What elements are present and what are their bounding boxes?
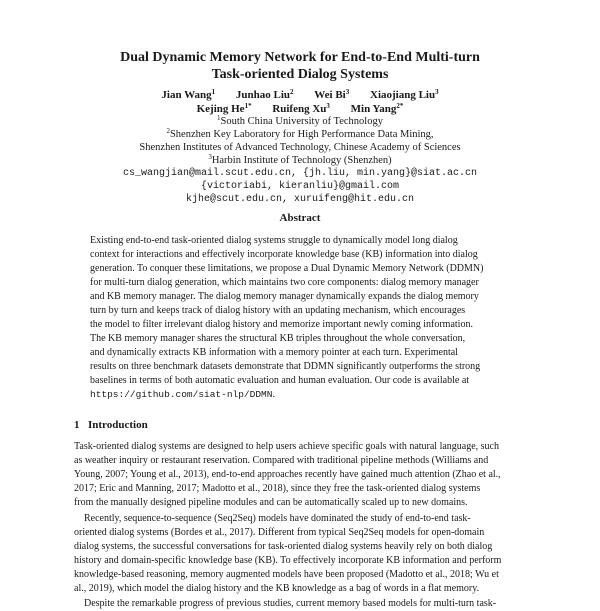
abstract-line: turn by turn and keeps track of dialog history with an updating mechanism, which encourages [90, 305, 466, 316]
email-line-2: {victoriabi, kieranliu}@gmail.com [200, 181, 400, 192]
email-line-3: kjhe@scut.edu.cn, xuruifeng@hit.edu.cn [185, 194, 415, 205]
body-line: oriented dialog systems (Bordes et al., 2017). Different from typical Seq2Seq models for open-domain [74, 527, 485, 538]
body-line: Young, 2007; Young et al., 2013), end-to-end approaches recently have gained much attention (Zhao et al., [74, 469, 501, 480]
affiliation-2-line-1: $^2$Shenzhen Key Laboratory for High Performance Data Mining, [166, 127, 434, 140]
body-line: knowledge-based reasoning, memory augmented models have been proposed (Madotto et al., 2018; Wu et [74, 569, 499, 580]
affiliation-3: $^3$Harbin Institute of Technology (Shenzhen) [208, 153, 392, 166]
abstract-line: results on three benchmark datasets demonstrate that DDMN significantly outperforms the strong [90, 361, 481, 372]
body-line: history and domain-specific knowledge base (KB). To effectively incorporate KB information and perform [74, 555, 502, 566]
body-line: dialog systems, the successful conversations for task-oriented dialog systems heavily rely on both dialog [74, 541, 493, 552]
author: Kejing $He^{1*}$ [196, 102, 252, 115]
paper-title-line-1: Dual Dynamic Memory Network for End-to-End Multi-turn [120, 50, 480, 65]
author: Min Yang$^{2*}$ [350, 102, 404, 115]
body-line: Despite the remarkable progress of previous studies, current memory based models for multi-turn task- [84, 598, 497, 609]
abstract-line: context for interactions and effectively incorporate knowledge base (KB) information into dialog [90, 249, 478, 260]
affiliation-2-line-2: Shenzhen Institutes of Advanced Technology, Chinese Academy of Sciences [139, 142, 461, 153]
body-line: al., 2019), which model the dialog history and the KB knowledge as a bag of words in a flat memory. [74, 583, 480, 594]
body-line: 2017; Eric and Manning, 2017; Madotto et al., 2018), since they free the task-oriented dialog systems [74, 483, 481, 494]
author: Ruifeng Xu$^3$ [272, 102, 330, 115]
affiliation-1: $^1$South China University of Technology [217, 114, 383, 127]
abstract-line: for multi-turn dialog generation, which maintains two core components: dialog memory manager [90, 277, 479, 288]
section-heading-introduction: 1 Introduction [74, 419, 148, 431]
abstract-line: generation. To conquer these limitations, we propose a Dual Dynamic Memory Network (DDMN) [90, 263, 484, 274]
abstract-line: the model to filter irrelevant dialog history and memorize important newly coming information. [90, 319, 473, 330]
abstract-line: The KB memory manager shares the structural KB triples throughout the whole conversation, [90, 333, 466, 344]
body-line: from the manually designed pipeline modules and can be automatically scaled up to new domains. [74, 497, 468, 508]
abstract-line: and dynamically extracts KB information with a memory pointer at each turn. Experimental [90, 347, 458, 358]
code-url-link[interactable]: https://github.com/siat-nlp/DDMN [90, 389, 273, 400]
body-line: as weather inquiry or restaurant reservation. Compared with traditional pipeline methods (Williams and [74, 455, 489, 466]
author: Junhao Liu$^2$ [235, 88, 294, 101]
body-line: Task-oriented dialog systems are designed to help users achieve specific goals with natural language, such [74, 441, 499, 452]
body-line: Recently, sequence-to-sequence (Seq2Seq) models have dominated the study of end-to-end task- [84, 513, 471, 524]
paper-title-line-2: Task-oriented Dialog Systems [211, 67, 389, 82]
author: Jian Wang$^1$ [161, 88, 216, 101]
author-row-2 [0, 103, 600, 116]
author-row-1 [0, 89, 600, 102]
abstract-line: Existing end-to-end task-oriented dialog systems struggle to dynamically model long dialog [90, 235, 458, 246]
author: Xiaojiang Liu$^3$ [370, 88, 439, 101]
abstract-line: and KB memory manager. The dialog memory manager dynamically expands the dialog memory [90, 291, 479, 302]
email-line-1: cs_wangjian@mail.scut.edu.cn, {jh.liu, min.yang}@siat.ac.cn [122, 168, 478, 179]
abstract-heading: Abstract [279, 212, 321, 224]
abstract-line: baselines in terms of both automatic evaluation and human evaluation. Our code is available at [90, 375, 470, 386]
author: Wei Bi$^3$ [314, 88, 350, 101]
abstract-url-line: https://github.com/siat-nlp/DDMN. [90, 389, 275, 400]
